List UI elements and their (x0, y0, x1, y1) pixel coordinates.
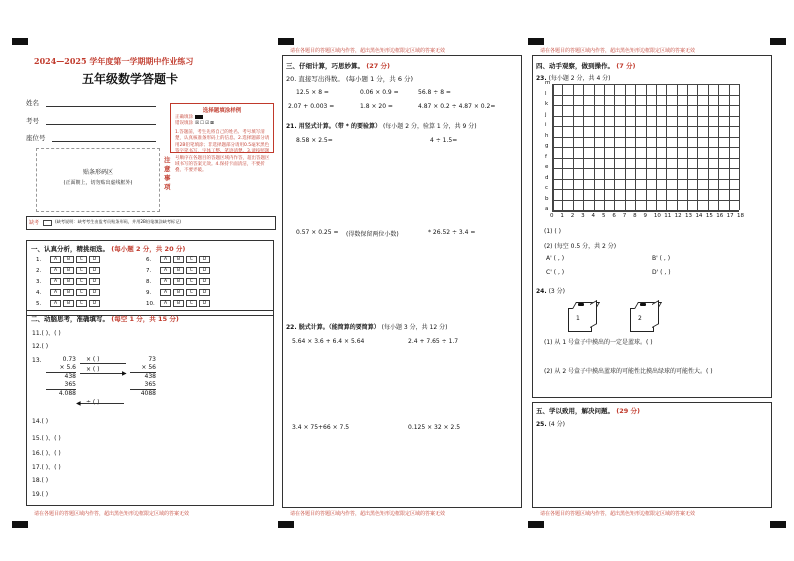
choice-bubble[interactable]: A (160, 278, 171, 285)
q13-right-line: × 56 (130, 364, 156, 373)
q18-answer[interactable]: 18.( ) (32, 477, 49, 484)
choice-bubble[interactable]: D (199, 256, 210, 263)
choice-bubble[interactable]: D (89, 300, 100, 307)
notice-bottom-1: 请在各题目的答题区域内作答，超出黑色矩形边框限定区域的答案无效 (34, 511, 190, 517)
section-5-title: 五、学以致用，解决问题。 (536, 407, 614, 415)
choice-number: 9. (146, 289, 152, 296)
section-5-score: (29 分) (616, 407, 641, 415)
choice-bubble[interactable]: A (160, 267, 171, 274)
grid-y-label: h (545, 132, 549, 139)
choice-bubble[interactable]: A (50, 300, 61, 307)
grid-x-label: 7 (622, 213, 627, 219)
fill-example-title: 选择题填涂样例 (202, 108, 242, 114)
registration-mark (12, 38, 28, 45)
choice-bubble[interactable]: C (76, 278, 87, 285)
school-year-title: 2024—2025 学年度第一学期期中作业练习 (34, 56, 194, 66)
choice-number: 6. (146, 256, 152, 263)
fill-wrong-label: 错误填涂 (175, 121, 193, 126)
barcode-title: 贴条形码区 (82, 169, 113, 176)
q13-right-line: 73 (148, 356, 156, 363)
coord-c[interactable]: C' ( , ) (546, 269, 565, 276)
q21-item: (得数保留两位小数) (346, 231, 399, 238)
q21-title: 21. 用竖式计算。（带 * 的要验算） (286, 123, 382, 130)
grid-x-label: 5 (601, 213, 606, 219)
choice-bubble[interactable]: D (199, 300, 210, 307)
q13-left-line: 438 (64, 373, 76, 380)
grid-x-label: 3 (581, 213, 585, 219)
q24-score: (3 分) (548, 288, 565, 295)
q14-answer[interactable]: 14.( ) (32, 418, 49, 425)
grid-y-label: b (545, 195, 549, 202)
q16-answer[interactable]: 16.( )、( ) (32, 450, 61, 457)
choice-bubble[interactable]: C (76, 267, 87, 274)
notice-top-3: 请在各题目的答题区域内作答，超出黑色矩形边框限定区域的答案无效 (540, 48, 696, 54)
grid-line-horizontal (552, 200, 739, 201)
grid-x-label: 0 (550, 213, 554, 219)
grid-y-label: e (545, 164, 549, 170)
q13-right-line: 365 (130, 381, 156, 390)
grid-x-label: 9 (643, 213, 647, 219)
q13-right-line: 4088 (140, 390, 156, 397)
choice-bubble[interactable]: A (160, 289, 171, 296)
q13-arrow-icon (78, 403, 124, 404)
choice-bubble[interactable]: D (89, 267, 100, 274)
coordinate-grid[interactable] (552, 84, 739, 210)
grid-x-label: 18 (737, 213, 744, 219)
q25-score: (4 分) (548, 421, 565, 428)
choice-bubble[interactable]: D (89, 256, 100, 263)
q12-answer[interactable]: 12.( ) (32, 343, 49, 350)
choice-bubble[interactable]: B (173, 267, 184, 274)
grid-x-label: 1 (560, 213, 564, 219)
choice-bubble[interactable]: C (186, 289, 197, 296)
absent-label: 缺考 (29, 220, 40, 226)
choice-bubble[interactable]: A (50, 289, 61, 296)
grid-line-horizontal (552, 116, 739, 117)
choice-number: 5. (36, 300, 42, 307)
seat-no-label: 座位号 (26, 134, 46, 142)
q20-item[interactable]: 12.5 × 8 = (296, 89, 329, 96)
absent-checkbox[interactable] (43, 220, 52, 226)
choice-bubble[interactable]: B (173, 278, 184, 285)
q22-item[interactable]: 2.4 + 7.65 ÷ 1.7 (408, 338, 459, 345)
grid-line-horizontal (552, 105, 739, 106)
grid-x-label: 6 (612, 213, 616, 219)
notice-top-2: 请在各题目的答题区域内作答，超出黑色矩形边框限定区域的答案无效 (290, 48, 446, 54)
q13-mid-top2[interactable]: × ( ) (86, 366, 100, 373)
exam-no-label: 考号 (26, 117, 39, 125)
q22-item[interactable]: 5.64 × 3.6 + 6.4 × 5.64 (292, 338, 365, 345)
grid-line-horizontal (552, 158, 739, 159)
q24-2-answer[interactable]: (2) 从 2 号盒子中摸出蓝球的可能性比摸出绿球的可能性大。( ) (544, 368, 713, 375)
grid-line-horizontal (552, 179, 739, 180)
filled-box-icon (195, 115, 203, 119)
q22-score: (每小题 3 分，共 12 分) (381, 324, 448, 331)
q23-1-answer[interactable]: (1) ( ) (544, 228, 561, 235)
q19-answer[interactable]: 19.( ) (32, 491, 49, 498)
grid-line-horizontal (552, 95, 739, 96)
section-2-box (26, 310, 274, 506)
choice-bubble[interactable]: B (173, 300, 184, 307)
q11-answer[interactable]: 11.( )、( ) (32, 330, 61, 337)
q22-title: 22. 脱式计算。（能简算的要简算） (286, 324, 380, 331)
registration-mark (770, 38, 786, 45)
choice-row (146, 256, 210, 263)
q24-title: 24. (536, 288, 547, 295)
choice-bubble[interactable]: B (173, 256, 184, 263)
choice-bubble[interactable]: B (173, 289, 184, 296)
q20-item[interactable]: 56.8 ÷ 8 = (418, 89, 451, 96)
q13-arrow-icon (80, 363, 126, 364)
coord-d[interactable]: D' ( , ) (652, 269, 671, 276)
q13-arrow-head-icon: ▶ (122, 370, 127, 377)
q22-item[interactable]: 0.125 × 32 × 2.5 (408, 424, 461, 431)
q17-answer[interactable]: 17.( )、( ) (32, 464, 61, 471)
fill-correct-label: 正确填涂 (175, 115, 193, 120)
choice-row (146, 289, 210, 296)
q25-title: 25. (536, 421, 547, 428)
q22-item[interactable]: 3.4 × 75+66 × 7.5 (292, 424, 350, 431)
notes-label: 注意事项 (164, 156, 171, 191)
choice-bubble[interactable]: C (186, 267, 197, 274)
wrong-fill-icons: ☒☐☑⊠ (195, 120, 215, 126)
grid-line-horizontal (552, 189, 739, 190)
page-title: 五年级数学答题卡 (82, 72, 179, 86)
grid-x-label: 10 (653, 213, 661, 219)
q23-score: (每小题 2 分，共 4 分) (548, 75, 611, 82)
choice-bubble[interactable]: D (89, 289, 100, 296)
choice-bubble[interactable]: B (63, 278, 74, 285)
q13-left-calc (46, 356, 76, 398)
grid-x-label: 4 (591, 213, 596, 219)
choice-bubble[interactable]: D (199, 278, 210, 285)
choice-number: 10. (146, 300, 155, 307)
choice-bubble[interactable]: B (63, 267, 74, 274)
q13-right-calc (130, 356, 156, 398)
registration-mark (770, 521, 786, 528)
choice-number: 4. (36, 289, 42, 296)
q13-mid-bottom[interactable]: ÷ ( ) (86, 399, 100, 406)
name-label: 姓名 (26, 99, 39, 107)
section-4-title: 四、动手观察，做到操作。 (536, 62, 614, 70)
grid-line-horizontal (552, 210, 739, 212)
grid-x-label: 12 (674, 213, 682, 219)
grid-line-horizontal (552, 126, 739, 127)
grid-x-label: 17 (726, 213, 734, 219)
grid-y-label: j (545, 111, 547, 118)
choice-bubble[interactable]: A (160, 300, 171, 307)
choice-bubble[interactable]: C (76, 300, 87, 307)
grid-x-label: 14 (695, 213, 703, 219)
grid-y-label: g (545, 143, 549, 149)
grid-y-label: c (545, 185, 549, 191)
coord-b[interactable]: B' ( , ) (652, 255, 671, 262)
notes-text: 1.答题前，考生先将自己的姓名、考号填写清楚，认真核准条形码上的信息。2.选择题部分请用2B铅笔填涂；非选择题部分请用0.5毫米黑色签字笔书写，字体工整、笔迹清楚。3.请按照题号顺序在各题目的答题区域内作答，超出答题区域书写的答案无效。4.保持卡面清洁，不要折叠、不要弄破。 (175, 130, 270, 174)
choice-bubble[interactable]: C (186, 278, 197, 285)
seat-no-line[interactable] (52, 141, 156, 142)
section-3-title: 三、仔细计算，巧思妙算。 (286, 62, 364, 70)
notice-bottom-2: 请在各题目的答题区域内作答，超出黑色矩形边框限定区域的答案无效 (290, 511, 446, 517)
grid-line-horizontal (552, 137, 739, 138)
q20-item[interactable]: 1.8 × 20 = (360, 103, 393, 110)
notice-bottom-3: 请在各题目的答题区域内作答，超出黑色矩形边框限定区域的答案无效 (540, 511, 696, 517)
choice-bubble[interactable]: D (199, 267, 210, 274)
section-1-title: 一、认真分析，精挑细选。 (31, 245, 109, 253)
q13-left-line: 4.088 (58, 390, 76, 397)
q13-right-line: 438 (144, 373, 156, 380)
choice-bubble[interactable]: B (63, 289, 74, 296)
choice-row (146, 300, 210, 307)
choice-bubble[interactable]: A (50, 267, 61, 274)
q21-item[interactable]: 4 ÷ 1.5= (430, 137, 458, 144)
q15-answer[interactable]: 15.( )、( ) (32, 435, 61, 442)
q23-title: 23. (536, 75, 547, 82)
grid-y-label: m (545, 80, 551, 86)
choice-number: 8. (146, 278, 152, 285)
q20-item[interactable]: 2.07 + 0.003 = (288, 103, 335, 110)
box-1-icon (568, 302, 598, 330)
registration-mark (528, 521, 544, 528)
q24-1-answer[interactable]: (1) 从 1 号盒子中摸出的一定是蓝球。( ) (544, 339, 653, 346)
choice-row (146, 278, 210, 285)
choice-bubble[interactable]: D (199, 289, 210, 296)
exam-no-line[interactable] (46, 124, 156, 125)
q21-item[interactable]: 0.57 × 0.25 = (296, 229, 339, 236)
grid-y-label: l (545, 90, 547, 97)
q13-number: 13. (32, 357, 42, 364)
absent-note: (缺考说明：缺考考生由监考员贴条形码，并用2B铅笔填涂缺考标记) (55, 219, 182, 224)
registration-mark (12, 521, 28, 528)
q13-arrow-head-icon: ◀ (76, 400, 81, 407)
box-2-label: 2 (638, 315, 642, 322)
registration-mark (528, 38, 544, 45)
grid-line-horizontal (552, 168, 739, 169)
choice-bubble[interactable]: C (76, 289, 87, 296)
q13-arrow-icon (80, 373, 126, 374)
q20-score: (每小题 1 分，共 6 分) (345, 75, 414, 83)
box-1-label: 1 (576, 315, 580, 322)
q21-item[interactable]: * 26.52 ÷ 3.4 = (428, 229, 476, 236)
choice-row (36, 289, 100, 296)
choice-bubble[interactable]: C (186, 300, 197, 307)
section-3-score: (27 分) (366, 62, 391, 70)
name-line[interactable] (46, 106, 156, 107)
choice-row (36, 300, 100, 307)
q23-2-label: (2) (每空 0.5 分，共 2 分) (544, 243, 617, 250)
registration-mark (278, 521, 294, 528)
barcode-area (36, 148, 160, 212)
grid-y-label: f (545, 153, 547, 160)
grid-y-label: d (545, 174, 549, 181)
grid-x-label: 16 (716, 213, 724, 219)
choice-bubble[interactable]: A (50, 278, 61, 285)
q13-left-line: 0.73 (62, 356, 76, 363)
q20-title: 20. 直接写出得数。 (286, 75, 344, 83)
grid-x-label: 11 (664, 213, 672, 219)
grid-x-label: 15 (705, 213, 713, 219)
grid-x-label: 8 (633, 213, 637, 219)
grid-line-horizontal (552, 84, 739, 85)
q20-item[interactable]: 4.87 × 0.2 ÷ 4.87 × 0.2= (418, 103, 496, 110)
choice-number: 7. (146, 267, 152, 274)
choice-bubble[interactable]: B (63, 300, 74, 307)
registration-mark (278, 38, 294, 45)
grid-y-label: i (545, 122, 547, 128)
choice-row (36, 256, 100, 263)
q21-item[interactable]: 8.58 × 2.5= (296, 137, 333, 144)
absent-row (26, 216, 276, 230)
box-2-icon (630, 302, 660, 330)
choice-bubble[interactable]: A (160, 256, 171, 263)
choice-bubble[interactable]: C (186, 256, 197, 263)
choice-bubble[interactable]: D (89, 278, 100, 285)
grid-x-label: 2 (570, 213, 575, 219)
barcode-subtitle: (正面朝上，切勿贴出虚线框外) (63, 180, 133, 186)
grid-y-label: a (545, 206, 549, 212)
choice-bubble[interactable]: A (50, 256, 61, 263)
section-2-title: 二、动脑思考，准确填写。 (31, 315, 109, 323)
coord-a[interactable]: A' ( , ) (546, 255, 565, 262)
choice-row (146, 267, 210, 274)
choice-bubble[interactable]: C (76, 256, 87, 263)
section-2-score: (每空 1 分，共 15 分) (111, 315, 179, 323)
q13-mid-top[interactable]: × ( ) (86, 356, 100, 363)
grid-line-horizontal (552, 147, 739, 148)
section-4-score: (7 分) (616, 62, 636, 70)
choice-number: 1. (36, 256, 42, 263)
section-5-box (532, 402, 772, 508)
q21-score: (每小题 2 分，验算 1 分，共 9 分) (382, 123, 477, 130)
choice-row (36, 267, 100, 274)
q20-item[interactable]: 0.06 × 0.9 = (360, 89, 399, 96)
q13-left-line: 365 (46, 381, 76, 390)
q13-left-line: × 5.6 (46, 364, 76, 373)
grid-x-label: 13 (685, 213, 693, 219)
choice-bubble[interactable]: B (63, 256, 74, 263)
choice-number: 2. (36, 267, 42, 274)
grid-y-label: k (545, 101, 549, 107)
choice-number: 3. (36, 278, 42, 285)
grid-line-vertical (739, 84, 740, 210)
section-1-score: (每小题 2 分，共 20 分) (111, 245, 186, 253)
choice-row (36, 278, 100, 285)
